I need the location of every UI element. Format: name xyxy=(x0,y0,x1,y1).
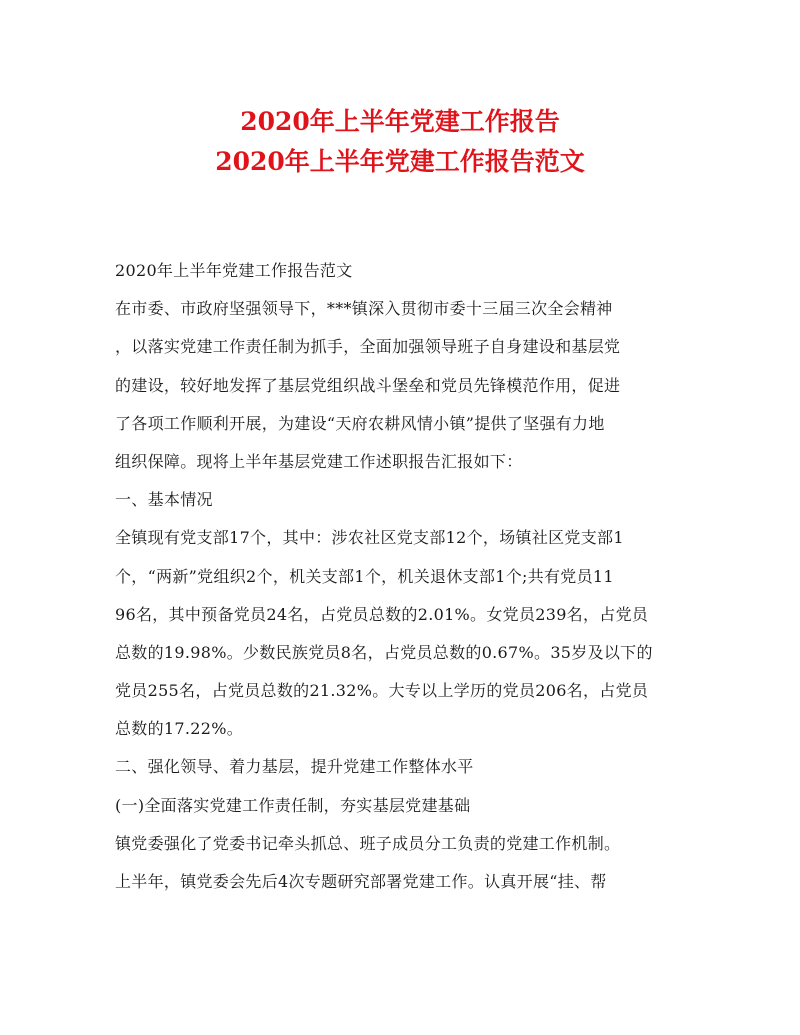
body-line: 的建设，较好地发挥了基层党组织战斗堡垒和党员先锋模范作用，促进 xyxy=(115,375,621,395)
body-line: 总数的19.98%。少数民族党员8名，占党员总数的0.67%。35岁及以下的 xyxy=(115,642,653,662)
body-subtitle: 2020年上半年党建工作报告范文 xyxy=(115,261,353,280)
title-line-2: 2020年上半年党建工作报告范文 xyxy=(215,147,585,176)
section-heading-2: 二、强化领导、着力基层，提升党建工作整体水平 xyxy=(115,757,474,777)
body-line: 组织保障。现将上半年基层党建工作述职报告汇报如下： xyxy=(115,451,523,471)
body-line: 上半年，镇党委会先后4次专题研究部署党建工作。认真开展“挂、帮 xyxy=(115,872,607,891)
document-body xyxy=(115,252,695,901)
body-line: 个，“两新”党组织2个，机关支部1个，机关退休支部1个;共有党员11 xyxy=(115,566,614,586)
body-line: ，以落实党建工作责任制为抓手，全面加强领导班子自身建设和基层党 xyxy=(115,337,621,357)
body-line: 总数的17.22%。 xyxy=(115,719,244,739)
section-heading-1: 一、基本情况 xyxy=(115,490,213,510)
title-line-1: 2020年上半年党建工作报告 xyxy=(240,107,560,136)
body-line: 全镇现有党支部17个，其中：涉农社区党支部12个，场镇社区党支部1 xyxy=(115,528,624,548)
body-line: 党员255名，占党员总数的21.32%。大专以上学历的党员206名，占党员 xyxy=(115,681,649,701)
document-title xyxy=(0,102,800,182)
body-line: 镇党委强化了党委书记牵头抓总、班子成员分工负责的党建工作机制。 xyxy=(115,833,621,853)
body-line: 96名，其中预备党员24名，占党员总数的2.01%。女党员239名，占党员 xyxy=(115,604,649,624)
subsection-heading-1: (一)全面落实党建工作责任制，夯实基层党建基础 xyxy=(115,795,471,815)
body-line: 在市委、市政府坚强领导下，***镇深入贯彻市委十三届三次全会精神 xyxy=(115,299,613,319)
body-line: 了各项工作顺利开展，为建设“天府农耕风情小镇”提供了坚强有力地 xyxy=(115,413,605,433)
